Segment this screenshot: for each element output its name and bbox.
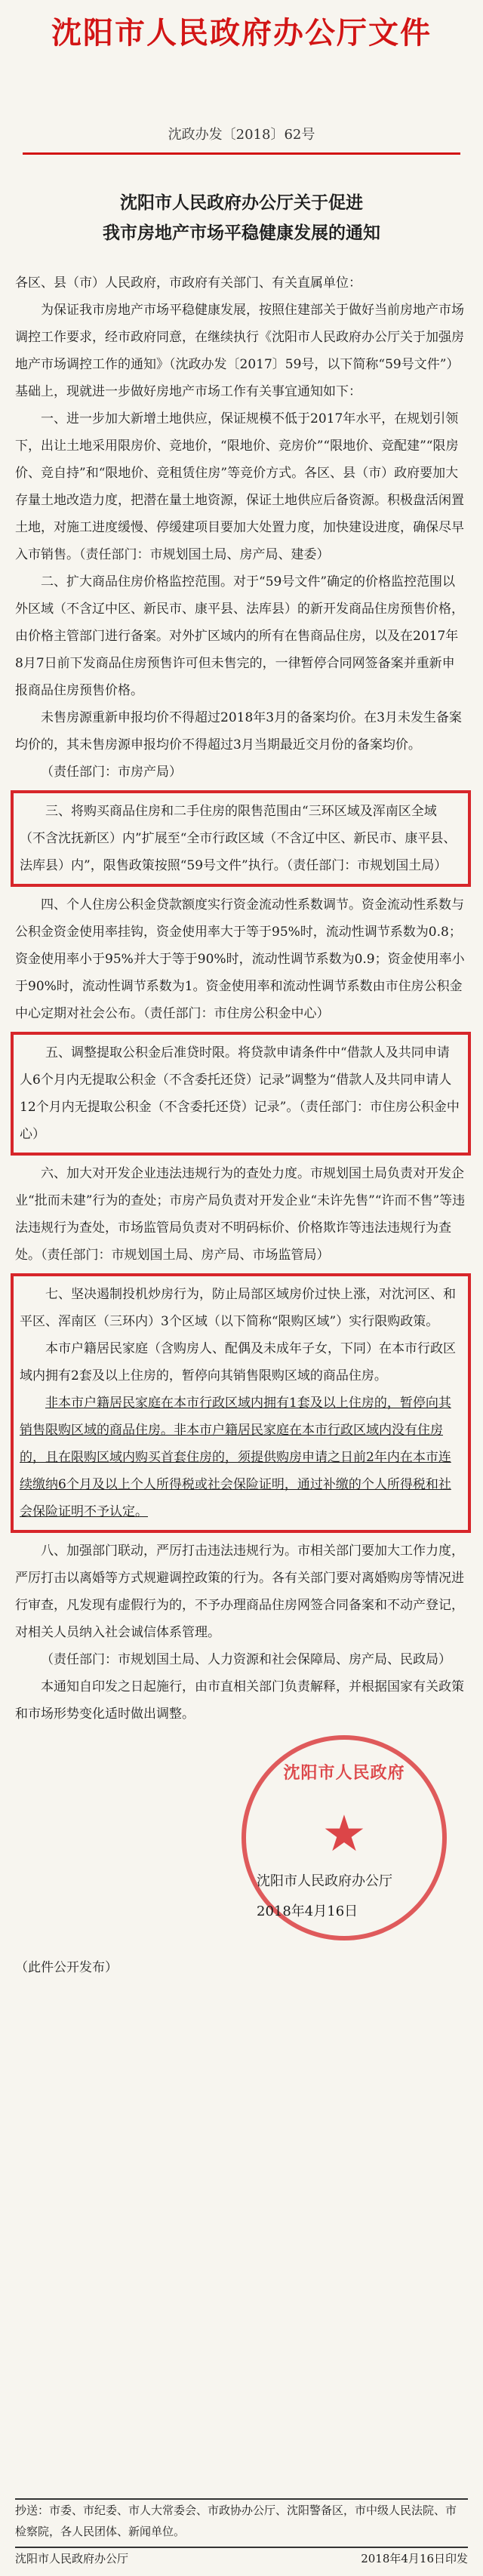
document-header <box>0 0 483 155</box>
document-body <box>0 269 483 1981</box>
seal-star-icon: ★ <box>321 1805 367 1863</box>
footer-office: 沈阳市人民政府办公厅 <box>15 2552 129 2565</box>
item-6: 六、加大对开发企业违法违规行为的查处力度。市规划国土局负责对开发企业“批而未建”行为的查处；市房产局负责对开发企业“未许先售”“许而不售”等违法违规行为查处，市场监管局负责对不明码标价、价格欺诈等违法违规行为查处。（责任部门：市规划国土局、房产局、市场监管局） <box>15 1166 466 1263</box>
item-4: 四、个人住房公积金贷款额度实行资金流动性系数调节。资金流动性系数与公积金资金使用率挂钩，资金使用率大于等于95%时，流动性调节系数为0.8；资金使用率小于95%并大于等于90%时，流动性调节系数为0.9；资金使用率小于90%时，流动性调节系数为1。资金使用率和流动性调节系数由市住房公积金中心定期对社会公布。（责任部门：市住房公积金中心） <box>15 897 465 1021</box>
item-1: 一、进一步加大新增土地供应，保证规模不低于2017年水平，在规划引领下，出让土地采用限房价、竞地价，“限地价、竞房价”“限地价、竞配建”“限房价、竞自持”和“限地价、竞租赁住房”等竞价方式。各区、县（市）政府要加大存量土地改造力度，把潜在量土地资源，保证土地供应后备资源。积极盘活闲置土地，对施工进度缓慢、停缓建项目要加大处置力度，加快建设进度，确保尽早入市销售。（责任部门：市规划国土局、房产局、建委） <box>15 411 464 562</box>
notice-title-line1: 沈阳市人民政府办公厅关于促进 <box>120 192 363 213</box>
cc-label: 抄送： <box>15 2504 50 2517</box>
item-2a: 二、扩大商品住房价格监控范围。对于“59号文件”确定的价格监控范围以外区域（不含辽中区、新民市、康平县、法库县）的新开发商品住房预售价格，由价格主管部门进行备案。对外扩区域内的所有在售商品住房，以及在2017年8月7日前下发商品住房预售许可但未售完的，一律暂停合同网签备案并重新申报商品住房预售价格。 <box>15 574 464 698</box>
notice-title <box>0 188 483 248</box>
highlight-box-item-5 <box>11 1032 471 1156</box>
notice-title-line2: 我市房地产市场平稳健康发展的通知 <box>103 223 380 243</box>
publication-note: （此件公开发布） <box>15 1960 118 1975</box>
document-number: 沈政办发〔2018〕62号 <box>168 127 315 143</box>
intro-paragraph: 为保证我市房地产市场平稳健康发展，按照住建部关于做好当前房地产市场调控工作要求，经市政府同意，在继续执行《沈阳市人民政府办公厅关于加强房地产市场调控工作的通知》（沈政办发〔2017〕59号，以下简称“59号文件”）基础上，现就进一步做好房地产市场工作有关事宜通知如下： <box>15 303 464 399</box>
seal-text: 沈阳市人民政府 <box>283 1763 405 1783</box>
item-2b: 未售房源重新申报均价不得超过2018年3月的备案均价。在3月未发生备案均价的，其未售房源申报均价不得超过3月当期最近交月份的备案均价。 <box>15 710 462 752</box>
closing-paragraph: 本通知自印发之日起施行，由市直相关部门负责解释，并根据国家有关政策和市场形势变化适时做出调整。 <box>15 1679 464 1722</box>
footer-office-row <box>15 2548 468 2569</box>
signature-org: 沈阳市人民政府办公厅 <box>257 1873 392 1889</box>
issuer-title: 沈阳市人民政府办公厅文件 <box>51 15 432 51</box>
cc-line <box>15 2500 468 2542</box>
item-7c: 非本市户籍居民家庭在本市行政区域内拥有1套及以上住房的，暂停向其销售限购区域的商品住房。非本市户籍居民家庭在本市行政区域内没有住房的，且在限购区域内购买首套住房的，须提供购房申请之日前2年内在本市连续缴纳6个月及以上个人所得税或社会保险证明，通过补缴的个人所得税和社会保险证明不予认定。 <box>20 1396 451 1519</box>
signature-block <box>15 1728 466 1954</box>
cc-text: 市委、市纪委、市人大常委会、市政协办公厅、沈阳警备区，市中级人民法院、市检察院，各人民团体、新闻单位。 <box>15 2504 457 2538</box>
item-7b: 本市户籍居民家庭（含购房人、配偶及未成年子女，下同）在本市行政区域内拥有2套及以上住房的，暂停向其销售限购区域的商品住房。 <box>20 1341 456 1383</box>
item-7a: 七、坚决遏制投机炒房行为，防止局部区域房价过快上涨，对沈河区、和平区、浑南区（三环内）3个区域（以下简称“限购区域”）实行限购政策。 <box>20 1287 456 1329</box>
highlight-box-item-7 <box>11 1273 471 1533</box>
signature-date: 2018年4月16日 <box>257 1904 358 1919</box>
red-divider <box>23 152 460 155</box>
item-2-responsibility: （责任部门：市房产局） <box>41 765 182 780</box>
highlight-box-item-3 <box>11 790 471 887</box>
item-5: 五、调整提取公积金后准贷时限。将贷款申请条件中“借款人及共同申请人6个月内无提取公积金（不含委托还贷）记录”调整为“借款人及共同申请人12个月内无提取公积金（不含委托还贷）记录”。（责任部门：市住房公积金中心） <box>20 1045 460 1142</box>
footer-print-date: 2018年4月16日印发 <box>361 2552 468 2565</box>
item-8: 八、加强部门联动，严厉打击违法违规行为。市相关部门要加大工作力度，严厉打击以离婚等方式规避调控政策的行为。各有关部门要对离婚购房等情况进行审查，凡发现有虚假行为的，不予办理商品住房网签合同备案和不动产登记，对相关人员纳入社会诚信体系管理。 <box>15 1543 464 1640</box>
salutation: 各区、县（市）人民政府，市政府有关部门、有关直属单位： <box>15 275 361 291</box>
document-footer <box>15 2498 468 2569</box>
item-8-responsibility: （责任部门：市规划国土局、人力资源和社会保障局、房产局、民政局） <box>41 1652 451 1667</box>
item-3: 三、将购买商品住房和二手住房的限售范围由“三环区域及浑南区全域（不含沈抚新区）内”扩展至“全市行政区域（不含辽中区、新民市、康平县、法库县）内”，限售政策按照“59号文件”执行。（责任部门：市规划国土局） <box>20 804 457 873</box>
